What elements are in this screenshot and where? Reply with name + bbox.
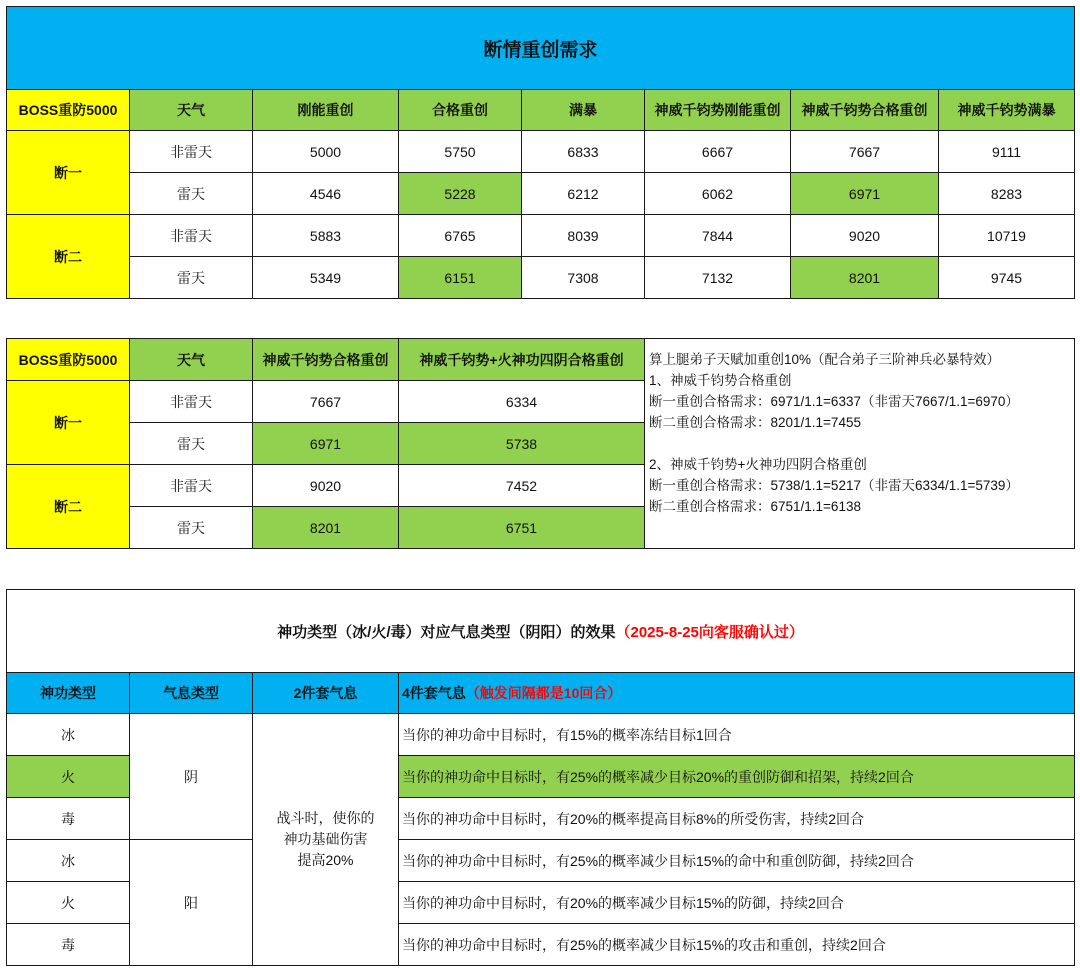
col-header: 神威千钧势合格重创	[791, 90, 939, 131]
table-row	[7, 714, 1075, 756]
four-piece-header-text: 4件套气息	[402, 685, 466, 701]
four-piece-effect: 当你的神功命中目标时，有20%的概率减少目标15%的防御，持续2回合	[399, 882, 1075, 924]
value-cell: 5000	[253, 131, 399, 173]
skill-type-cell: 毒	[7, 924, 130, 966]
two-piece-line: 神功基础伤害	[283, 831, 368, 847]
crit-requirement-table	[6, 6, 1075, 299]
breath-effect-table	[6, 589, 1075, 966]
four-piece-effect: 当你的神功命中目标时，有25%的概率减少目标15%的命中和重创防御，持续2回合	[399, 840, 1075, 882]
table-row	[7, 173, 1075, 215]
col-header: 神威千钧势刚能重创	[645, 90, 791, 131]
table-row	[7, 840, 1075, 882]
weather-cell: 雷天	[130, 173, 253, 215]
group-label: 断一	[7, 131, 130, 215]
weather-cell: 雷天	[130, 423, 253, 465]
two-piece-line: 战斗时，使你的	[276, 810, 375, 826]
four-piece-effect: 当你的神功命中目标时，有20%的概率提高目标8%的所受伤害，持续2回合	[399, 798, 1075, 840]
skill-type-cell: 火	[7, 756, 130, 798]
skill-type-cell: 冰	[7, 840, 130, 882]
skill-type-header: 神功类型	[7, 673, 130, 714]
four-piece-effect: 当你的神功命中目标时，有25%的概率减少目标20%的重创防御和招架，持续2回合	[399, 756, 1075, 798]
boss-defense-header: BOSS重防5000	[7, 339, 130, 381]
four-piece-header-note: （触发间隔都是10回合）	[465, 685, 622, 701]
breath-type-cell: 阴	[130, 714, 253, 840]
value-cell: 5228	[399, 173, 522, 215]
table-row	[7, 215, 1075, 257]
weather-cell: 非雷天	[130, 131, 253, 173]
group-label: 断二	[7, 215, 130, 299]
note-line: 断一重创合格需求：5738/1.1=5217（非雷天6334/1.1=5739）	[649, 478, 1019, 493]
table1-title: 断情重创需求	[7, 7, 1075, 90]
value-cell: 8201	[791, 257, 939, 299]
value-cell: 6667	[645, 131, 791, 173]
note-line	[649, 433, 1072, 454]
note-line: 1、神威千钧势合格重创	[649, 373, 792, 388]
value-cell: 8283	[939, 173, 1075, 215]
value-cell: 5738	[399, 423, 645, 465]
weather-header: 天气	[130, 90, 253, 131]
table3-title	[7, 590, 1075, 673]
col-header: 神威千钧势合格重创	[253, 339, 399, 381]
value-cell: 5883	[253, 215, 399, 257]
four-piece-effect: 当你的神功命中目标时，有15%的概率冻结目标1回合	[399, 714, 1075, 756]
value-cell: 9020	[791, 215, 939, 257]
value-cell: 6751	[399, 507, 645, 549]
table-row	[7, 131, 1075, 173]
breath-type-header: 气息类型	[130, 673, 253, 714]
talent-crit-table	[6, 338, 1075, 549]
weather-header: 天气	[130, 339, 253, 381]
value-cell: 7452	[399, 465, 645, 507]
value-cell: 5349	[253, 257, 399, 299]
group-label: 断一	[7, 381, 130, 465]
value-cell: 6765	[399, 215, 522, 257]
value-cell: 8039	[522, 215, 645, 257]
weather-cell: 雷天	[130, 507, 253, 549]
boss-defense-header: BOSS重防5000	[7, 90, 130, 131]
four-piece-header	[399, 673, 1075, 714]
value-cell: 10719	[939, 215, 1075, 257]
value-cell: 9111	[939, 131, 1075, 173]
value-cell: 6334	[399, 381, 645, 423]
value-cell: 9745	[939, 257, 1075, 299]
value-cell: 6151	[399, 257, 522, 299]
group-label: 断二	[7, 465, 130, 549]
note-line: 断二重创合格需求：6751/1.1=6138	[649, 499, 861, 514]
value-cell: 6212	[522, 173, 645, 215]
value-cell: 7667	[791, 131, 939, 173]
value-cell: 5750	[399, 131, 522, 173]
value-cell: 6833	[522, 131, 645, 173]
note-line: 断二重创合格需求：8201/1.1=7455	[649, 415, 861, 430]
note-line: 2、神威千钧势+火神功四阴合格重创	[649, 457, 867, 472]
note-line: 断一重创合格需求：6971/1.1=6337（非雷天7667/1.1=6970）	[649, 394, 1019, 409]
table3-title-note: （2025-8-25向客服确认过）	[615, 623, 804, 641]
skill-type-cell: 毒	[7, 798, 130, 840]
col-header: 刚能重创	[253, 90, 399, 131]
four-piece-effect: 当你的神功命中目标时，有25%的概率减少目标15%的攻击和重创，持续2回合	[399, 924, 1075, 966]
weather-cell: 非雷天	[130, 465, 253, 507]
value-cell: 6971	[253, 423, 399, 465]
skill-type-cell: 冰	[7, 714, 130, 756]
value-cell: 7132	[645, 257, 791, 299]
table3-title-text: 神功类型（冰/火/毒）对应气息类型（阴阳）的效果	[277, 623, 616, 641]
value-cell: 7844	[645, 215, 791, 257]
value-cell: 6971	[791, 173, 939, 215]
two-piece-effect	[253, 714, 399, 966]
skill-type-cell: 火	[7, 882, 130, 924]
col-header: 神威千钧势+火神功四阴合格重创	[399, 339, 645, 381]
value-cell: 7308	[522, 257, 645, 299]
table-row	[7, 257, 1075, 299]
value-cell: 6062	[645, 173, 791, 215]
breath-type-cell: 阳	[130, 840, 253, 966]
weather-cell: 雷天	[130, 257, 253, 299]
weather-cell: 非雷天	[130, 215, 253, 257]
col-header: 满暴	[522, 90, 645, 131]
value-cell: 4546	[253, 173, 399, 215]
calculation-notes	[645, 339, 1075, 549]
value-cell: 8201	[253, 507, 399, 549]
weather-cell: 非雷天	[130, 381, 253, 423]
value-cell: 7667	[253, 381, 399, 423]
col-header: 合格重创	[399, 90, 522, 131]
value-cell: 9020	[253, 465, 399, 507]
two-piece-line: 提高20%	[297, 852, 354, 868]
col-header: 神威千钧势满暴	[939, 90, 1075, 131]
note-line: 算上腿弟子天赋加重创10%（配合弟子三阶神兵必暴特效）	[649, 352, 1001, 367]
two-piece-header: 2件套气息	[253, 673, 399, 714]
